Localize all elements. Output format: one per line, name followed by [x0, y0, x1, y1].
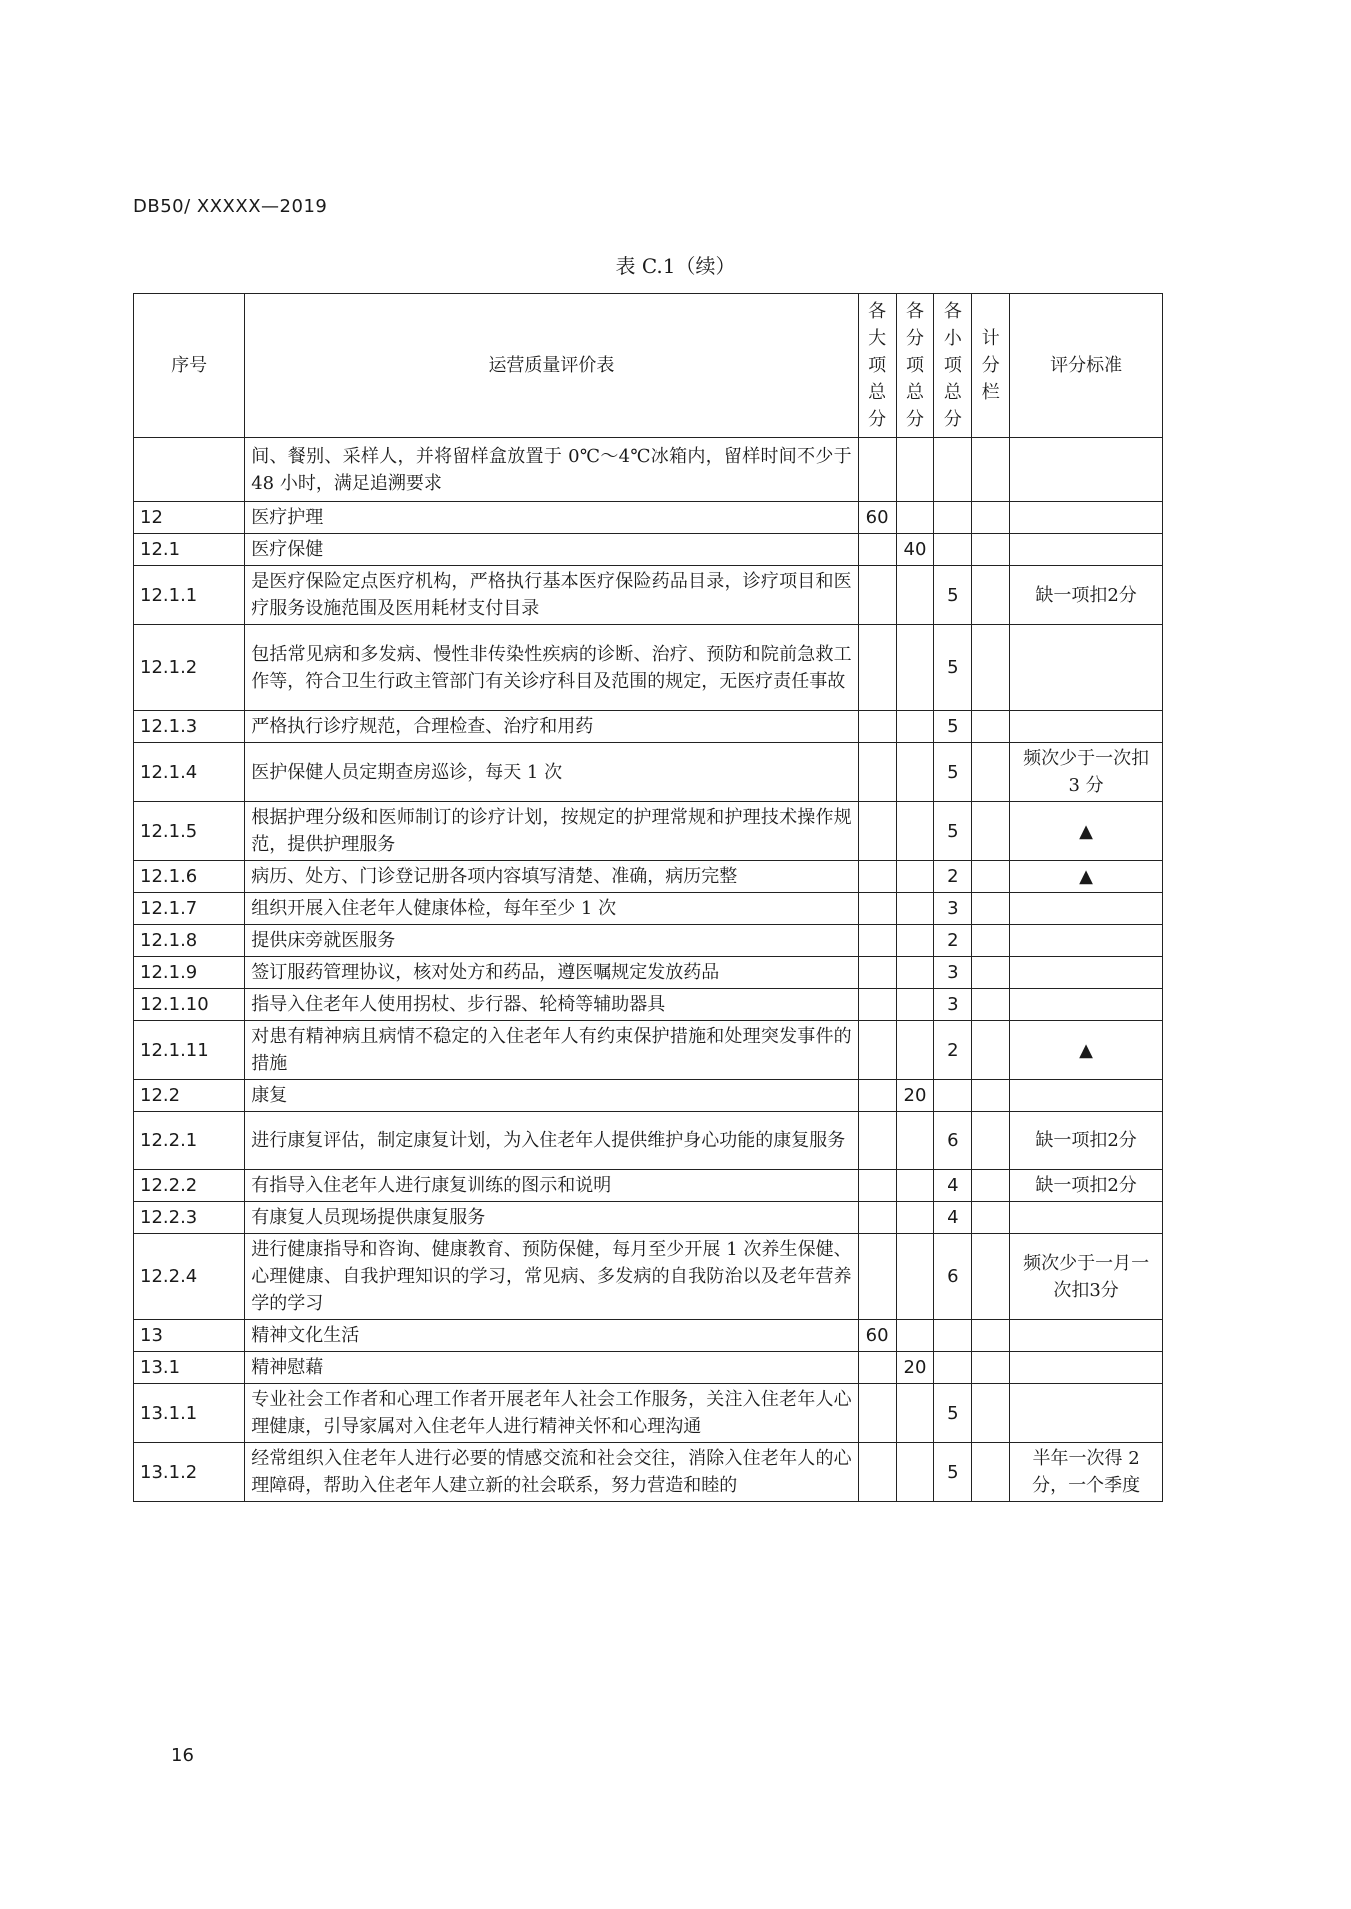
row-scoring-standard — [1010, 1320, 1163, 1352]
row-sub-score — [896, 1320, 934, 1352]
row-major-score: 60 — [858, 502, 896, 534]
table-row — [134, 438, 1163, 502]
row-scoring-standard: ▲ — [1010, 861, 1163, 893]
table-title: 表 C.1（续） — [615, 254, 736, 278]
row-minor-score: 2 — [934, 861, 972, 893]
row-number: 12.2.2 — [134, 1170, 245, 1202]
row-sub-score: 40 — [896, 534, 934, 566]
row-score-entry — [972, 502, 1010, 534]
page-number: 16 — [171, 1745, 194, 1766]
row-scoring-standard — [1010, 625, 1163, 711]
row-minor-score: 2 — [934, 1021, 972, 1080]
row-major-score: 60 — [858, 1320, 896, 1352]
table-row — [134, 1021, 1163, 1080]
table-row — [134, 1112, 1163, 1170]
row-major-score — [858, 566, 896, 625]
table-header-row — [134, 294, 1163, 438]
row-major-score — [858, 1202, 896, 1234]
table-row — [134, 1170, 1163, 1202]
table-row — [134, 566, 1163, 625]
header-desc: 运营质量评价表 — [245, 294, 858, 438]
row-number: 12.1.4 — [134, 743, 245, 802]
row-sub-score — [896, 502, 934, 534]
table-row — [134, 802, 1163, 861]
row-description: 经常组织入住老年人进行必要的情感交流和社会交往，消除入住老年人的心理障碍，帮助入住老年人建立新的社会联系，努力营造和睦的 — [245, 1443, 858, 1502]
row-minor-score — [934, 1080, 972, 1112]
row-description: 病历、处方、门诊登记册各项内容填写清楚、准确，病历完整 — [245, 861, 858, 893]
row-description: 对患有精神病且病情不稳定的入住老年人有约束保护措施和处理突发事件的措施 — [245, 1021, 858, 1080]
row-number: 12.1.7 — [134, 893, 245, 925]
row-sub-score — [896, 438, 934, 502]
row-number: 13.1.2 — [134, 1443, 245, 1502]
row-description: 医疗保健 — [245, 534, 858, 566]
row-number: 13.1.1 — [134, 1384, 245, 1443]
row-description: 严格执行诊疗规范，合理检查、治疗和用药 — [245, 711, 858, 743]
row-description: 有康复人员现场提供康复服务 — [245, 1202, 858, 1234]
row-score-entry — [972, 534, 1010, 566]
row-description: 进行健康指导和咨询、健康教育、预防保健，每月至少开展 1 次养生保健、心理健康、自我护理知识的学习，常见病、多发病的自我防治以及老年营养学的学习 — [245, 1234, 858, 1320]
row-scoring-standard — [1010, 989, 1163, 1021]
row-score-entry — [972, 1234, 1010, 1320]
row-major-score — [858, 893, 896, 925]
row-scoring-standard — [1010, 1080, 1163, 1112]
table-row — [134, 925, 1163, 957]
row-minor-score — [934, 502, 972, 534]
header-sub-total: 各 分 项 总 分 — [896, 294, 934, 438]
row-major-score — [858, 802, 896, 861]
row-major-score — [858, 861, 896, 893]
row-major-score — [858, 1170, 896, 1202]
table-row — [134, 743, 1163, 802]
row-number: 12 — [134, 502, 245, 534]
row-scoring-standard — [1010, 1384, 1163, 1443]
row-score-entry — [972, 1443, 1010, 1502]
table-row — [134, 861, 1163, 893]
row-score-entry — [972, 989, 1010, 1021]
row-minor-score — [934, 1320, 972, 1352]
row-number: 12.2.3 — [134, 1202, 245, 1234]
table-row — [134, 957, 1163, 989]
row-minor-score: 5 — [934, 625, 972, 711]
row-scoring-standard: ▲ — [1010, 1021, 1163, 1080]
row-description: 是医疗保险定点医疗机构，严格执行基本医疗保险药品目录，诊疗项目和医疗服务设施范围及医用耗材支付目录 — [245, 566, 858, 625]
row-minor-score: 5 — [934, 743, 972, 802]
row-score-entry — [972, 802, 1010, 861]
row-scoring-standard — [1010, 711, 1163, 743]
row-number: 12.1.10 — [134, 989, 245, 1021]
row-minor-score: 4 — [934, 1202, 972, 1234]
evaluation-table — [133, 293, 1163, 1502]
row-scoring-standard — [1010, 502, 1163, 534]
row-minor-score: 5 — [934, 802, 972, 861]
row-major-score — [858, 1384, 896, 1443]
row-description: 医护保健人员定期查房巡诊，每天 1 次 — [245, 743, 858, 802]
row-description: 根据护理分级和医师制订的诊疗计划，按规定的护理常规和护理技术操作规范，提供护理服务 — [245, 802, 858, 861]
row-scoring-standard: 频次少于一月一次扣3分 — [1010, 1234, 1163, 1320]
row-major-score — [858, 438, 896, 502]
row-number: 12.1.2 — [134, 625, 245, 711]
row-score-entry — [972, 1170, 1010, 1202]
row-sub-score: 20 — [896, 1080, 934, 1112]
row-minor-score: 4 — [934, 1170, 972, 1202]
row-sub-score — [896, 625, 934, 711]
row-scoring-standard: ▲ — [1010, 802, 1163, 861]
row-description: 指导入住老年人使用拐杖、步行器、轮椅等辅助器具 — [245, 989, 858, 1021]
table-row — [134, 989, 1163, 1021]
row-number: 12.1.9 — [134, 957, 245, 989]
row-minor-score — [934, 1352, 972, 1384]
header-major-total: 各 大 项 总 分 — [858, 294, 896, 438]
row-sub-score — [896, 957, 934, 989]
row-minor-score — [934, 534, 972, 566]
table-row — [134, 1384, 1163, 1443]
row-sub-score — [896, 743, 934, 802]
row-major-score — [858, 625, 896, 711]
row-number: 12.1.11 — [134, 1021, 245, 1080]
row-scoring-standard — [1010, 893, 1163, 925]
row-number: 12.1.3 — [134, 711, 245, 743]
row-score-entry — [972, 566, 1010, 625]
table-row — [134, 893, 1163, 925]
row-sub-score — [896, 711, 934, 743]
row-number: 13 — [134, 1320, 245, 1352]
row-description: 精神慰藉 — [245, 1352, 858, 1384]
row-minor-score: 6 — [934, 1112, 972, 1170]
row-number — [134, 438, 245, 502]
row-score-entry — [972, 1080, 1010, 1112]
row-description: 精神文化生活 — [245, 1320, 858, 1352]
table-row — [134, 1443, 1163, 1502]
table-row — [134, 625, 1163, 711]
row-minor-score: 2 — [934, 925, 972, 957]
row-score-entry — [972, 1112, 1010, 1170]
row-description: 医疗护理 — [245, 502, 858, 534]
row-score-entry — [972, 438, 1010, 502]
row-minor-score: 5 — [934, 1384, 972, 1443]
row-sub-score — [896, 989, 934, 1021]
row-description: 有指导入住老年人进行康复训练的图示和说明 — [245, 1170, 858, 1202]
row-sub-score — [896, 861, 934, 893]
row-number: 12.1.8 — [134, 925, 245, 957]
row-major-score — [858, 711, 896, 743]
row-minor-score: 3 — [934, 957, 972, 989]
row-scoring-standard: 缺一项扣2分 — [1010, 1170, 1163, 1202]
row-sub-score — [896, 1384, 934, 1443]
row-scoring-standard — [1010, 1352, 1163, 1384]
row-sub-score — [896, 1202, 934, 1234]
row-sub-score — [896, 1170, 934, 1202]
header-score-column: 计 分 栏 — [972, 294, 1010, 438]
row-sub-score: 20 — [896, 1352, 934, 1384]
row-sub-score — [896, 1443, 934, 1502]
row-description: 提供床旁就医服务 — [245, 925, 858, 957]
row-major-score — [858, 1080, 896, 1112]
header-minor-total: 各 小 项 总 分 — [934, 294, 972, 438]
row-score-entry — [972, 711, 1010, 743]
row-number: 12.2 — [134, 1080, 245, 1112]
row-sub-score — [896, 893, 934, 925]
row-score-entry — [972, 625, 1010, 711]
row-sub-score — [896, 566, 934, 625]
row-score-entry — [972, 1021, 1010, 1080]
header-no: 序号 — [134, 294, 245, 438]
row-sub-score — [896, 925, 934, 957]
row-major-score — [858, 743, 896, 802]
row-description: 专业社会工作者和心理工作者开展老年人社会工作服务，关注入住老年人心理健康，引导家属对入住老年人进行精神关怀和心理沟通 — [245, 1384, 858, 1443]
table-row — [134, 1234, 1163, 1320]
row-score-entry — [972, 1352, 1010, 1384]
row-score-entry — [972, 743, 1010, 802]
row-major-score — [858, 1352, 896, 1384]
row-scoring-standard — [1010, 438, 1163, 502]
row-number: 12.1 — [134, 534, 245, 566]
row-minor-score: 5 — [934, 566, 972, 625]
row-score-entry — [972, 1202, 1010, 1234]
row-description: 签订服药管理协议，核对处方和药品，遵医嘱规定发放药品 — [245, 957, 858, 989]
table-row — [134, 534, 1163, 566]
row-score-entry — [972, 893, 1010, 925]
row-scoring-standard — [1010, 957, 1163, 989]
row-minor-score — [934, 438, 972, 502]
row-major-score — [858, 1234, 896, 1320]
row-scoring-standard — [1010, 534, 1163, 566]
row-score-entry — [972, 1384, 1010, 1443]
row-score-entry — [972, 861, 1010, 893]
row-number: 12.2.1 — [134, 1112, 245, 1170]
table-row — [134, 1352, 1163, 1384]
table-row — [134, 711, 1163, 743]
row-description: 进行康复评估，制定康复计划，为入住老年人提供维护身心功能的康复服务 — [245, 1112, 858, 1170]
row-score-entry — [972, 957, 1010, 989]
row-major-score — [858, 925, 896, 957]
row-description: 间、餐别、采样人，并将留样盒放置于 0℃～4℃冰箱内，留样时间不少于 48 小时，满足追溯要求 — [245, 438, 858, 502]
row-score-entry — [972, 1320, 1010, 1352]
table-row — [134, 1202, 1163, 1234]
row-number: 12.1.1 — [134, 566, 245, 625]
row-major-score — [858, 1021, 896, 1080]
table-row — [134, 1080, 1163, 1112]
row-major-score — [858, 534, 896, 566]
row-major-score — [858, 1443, 896, 1502]
row-minor-score: 5 — [934, 711, 972, 743]
table-row — [134, 1320, 1163, 1352]
row-number: 12.1.5 — [134, 802, 245, 861]
row-sub-score — [896, 1112, 934, 1170]
row-minor-score: 6 — [934, 1234, 972, 1320]
row-description: 组织开展入住老年人健康体检，每年至少 1 次 — [245, 893, 858, 925]
row-description: 康复 — [245, 1080, 858, 1112]
table-body — [134, 438, 1163, 1502]
row-number: 12.1.6 — [134, 861, 245, 893]
row-description: 包括常见病和多发病、慢性非传染性疾病的诊断、治疗、预防和院前急救工作等，符合卫生行政主管部门有关诊疗科目及范围的规定，无医疗责任事故 — [245, 625, 858, 711]
row-minor-score: 3 — [934, 989, 972, 1021]
row-sub-score — [896, 1234, 934, 1320]
row-major-score — [858, 989, 896, 1021]
row-scoring-standard: 频次少于一次扣 3 分 — [1010, 743, 1163, 802]
row-scoring-standard: 半年一次得 2 分，一个季度 — [1010, 1443, 1163, 1502]
table-row — [134, 502, 1163, 534]
row-sub-score — [896, 802, 934, 861]
row-number: 12.2.4 — [134, 1234, 245, 1320]
row-major-score — [858, 957, 896, 989]
row-minor-score: 5 — [934, 1443, 972, 1502]
row-score-entry — [972, 925, 1010, 957]
row-scoring-standard: 缺一项扣2分 — [1010, 566, 1163, 625]
row-scoring-standard: 缺一项扣2分 — [1010, 1112, 1163, 1170]
row-major-score — [858, 1112, 896, 1170]
header-standard: 评分标准 — [1010, 294, 1163, 438]
document-code: DB50/ XXXXX—2019 — [133, 196, 328, 217]
row-minor-score: 3 — [934, 893, 972, 925]
row-sub-score — [896, 1021, 934, 1080]
row-scoring-standard — [1010, 925, 1163, 957]
row-number: 13.1 — [134, 1352, 245, 1384]
row-scoring-standard — [1010, 1202, 1163, 1234]
